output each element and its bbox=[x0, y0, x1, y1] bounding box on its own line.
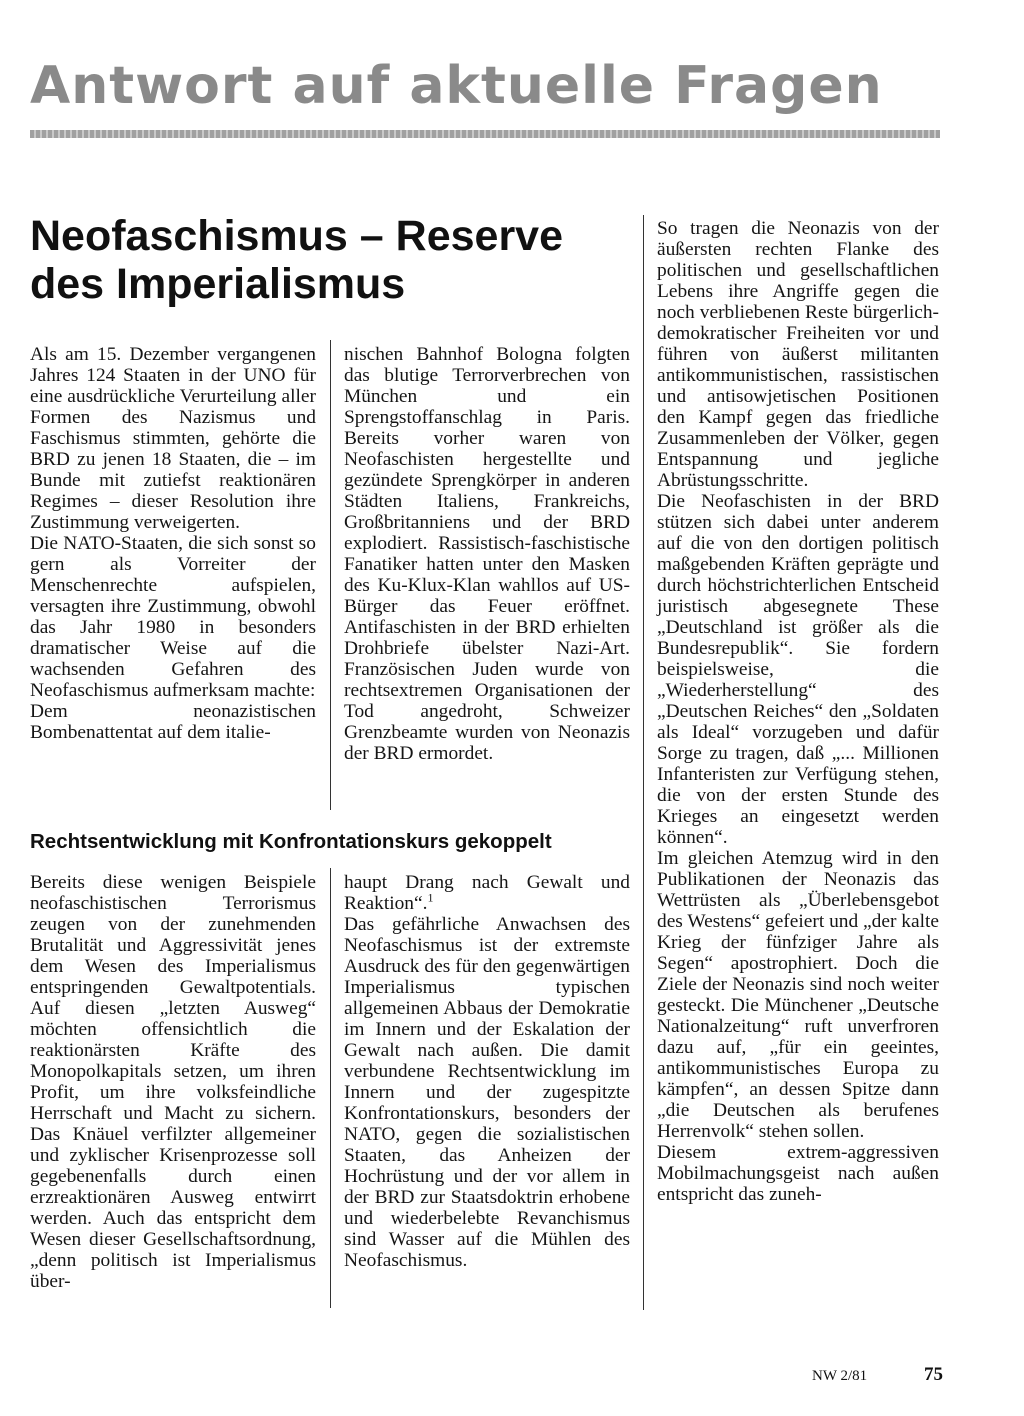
column-divider bbox=[330, 868, 331, 1308]
column-2 bbox=[344, 344, 630, 764]
column-3 bbox=[30, 872, 316, 1292]
column-divider bbox=[643, 215, 644, 1310]
kicker-rule bbox=[30, 130, 940, 138]
paragraph: So tragen die Neonazis von der äußersten rechten Flanke des politischen und gesellschaftlichen Lebens ihre Angriffe gegen die noch verbliebenen Reste bürgerlich-demokratischer Freiheiten vor und führen von äußerst militanten antikommunistischen, rassistischen und antisowjetischen Positionen den Kampf gegen das friedliche Zusammenleben der Völker, gegen Entspannung und jegliche Abrüstungsschritte. bbox=[657, 218, 939, 491]
paragraph: Bereits diese wenigen Beispiele neofaschistischen Terrorismus zeugen von der zunehmenden Brutalität und Aggressivität jenes dem Wesen des Imperialismus entspringenden Gewaltpotentials. Auf diesen „letzten Ausweg“ möchten offensichtlich die reaktionärsten Kräfte des Monopolkapitals setzen, um ihren Profit, um ihre volksfeindliche Herrschaft und Macht zu sichern. Das Knäuel verfilzter allgemeiner und zyklischer Krisenprozesse soll gegebenenfalls durch einen erzreaktionären Ausweg entwirrt werden. Auch das entspricht dem Wesen dieser Gesellschaftsordnung, „denn politisch ist Imperialismus über- bbox=[30, 872, 316, 1292]
footnote-marker: 1 bbox=[427, 890, 434, 905]
page-number: 75 bbox=[924, 1364, 943, 1385]
paragraph: Diesem extrem-aggressiven Mobilmachungsgeist nach außen entspricht das zuneh- bbox=[657, 1142, 939, 1205]
paragraph-text: haupt Drang nach Gewalt und Reaktion“. bbox=[344, 872, 630, 914]
headline-line-1: Neofaschismus – Reserve bbox=[30, 212, 564, 260]
paragraph: Die Neofaschisten in der BRD stützen sich dabei unter anderem auf die von den dortigen politisch maßgebenden Kräften geprägte und durch höchstrichterlichen Entscheid juristisch abgesegnete These „Deutschland ist größer als die Bundesrepublik“. Sie fordern beispielsweise, die „Wiederherstellung“ des „Deutschen Reiches“ den „Soldaten als Ideal“ vorzugeben und dafür Sorge zu tragen, daß „... Millionen Infanteristen zur Verfügung stehen, die von der ersten Stunde des Krieges an eingesetzt werden können“. bbox=[657, 491, 939, 848]
paragraph: Die NATO-Staaten, die sich sonst so gern als Vorreiter der Menschenrechte aufspielen, versagten ihre Zustimmung, obwohl das Jahr 1980 in besonders dramatischer Weise auf die wachsenden Gefahren des Neofaschismus aufmerksam machte: bbox=[30, 533, 316, 701]
column-1 bbox=[30, 344, 316, 743]
paragraph bbox=[344, 872, 630, 914]
paragraph: Dem neonazistischen Bombenattentat auf dem italie- bbox=[30, 701, 316, 743]
paragraph: nischen Bahnhof Bologna folgten das blutige Terrorverbrechen von München und ein Sprengstoffanschlag in Paris. Bereits vorher waren von Neofaschisten hergestellte und gezündete Sprengkörper in anderen Städten Italiens, Frankreichs, Großbritanniens und der BRD explodiert. Rassistisch-faschistische Fanatiker hatten unter den Masken des Ku-Klux-Klan wahllos auf US-Bürger das Feuer eröffnet. Antifaschisten in der BRD erhielten Drohbriefe übelster Nazi-Art. Französischen Juden wurde von rechtsextremen Organisationen der Tod angedroht, Schweizer Grenzbeamte wurden von Neonazis der BRD ermordet. bbox=[344, 344, 630, 764]
headline bbox=[30, 212, 630, 308]
column-4 bbox=[344, 872, 630, 1271]
column-5 bbox=[657, 218, 939, 1205]
headline-line-2: des Imperialismus bbox=[30, 260, 406, 308]
subheading: Rechtsentwicklung mit Konfrontationskurs gekoppelt bbox=[30, 830, 552, 853]
paragraph: Als am 15. Dezember vergangenen Jahres 124 Staaten in der UNO für eine ausdrückliche Verurteilung aller Formen des Nazismus und Faschismus stimmten, gehörte die BRD zu jenen 18 Staaten, die – im Bunde mit zutiefst reaktionären Regimes – dieser Resolution ihre Zustimmung verweigerten. bbox=[30, 344, 316, 533]
column-divider bbox=[330, 340, 331, 810]
paragraph: Im gleichen Atemzug wird in den Publikationen der Neonazis das Wettrüsten als „Überlebensgebot des Westens“ gefeiert und „der kalte Krieg der fünfziger Jahre als Segen“ apostrophiert. Doch die Ziele der Neonazis sind noch weiter gesteckt. Die Münchener „Deutsche Nationalzeitung“ ruft unverfroren dazu auf, „für ein geeintes, antikommunistisches Europa zu kämpfen“, an dessen Spitze dann „die Deutschen als berufenes Herrenvolk“ stehen sollen. bbox=[657, 848, 939, 1142]
paragraph: Das gefährliche Anwachsen des Neofaschismus ist der extremste Ausdruck des für den gegenwärtigen Imperialismus typischen allgemeinen Abbaus der Demokratie im Innern und der Eskalation der Gewalt nach außen. Die damit verbundene Rechtsentwicklung im Innern und der zugespitzte Konfrontationskurs, besonders der NATO, gegen die sozialistischen Staaten, das Anheizen der Hochrüstung und der vor allem in der BRD zur Staatsdoktrin erhobene und wiederbelebte Revanchismus sind Wasser auf die Mühlen des Neofaschismus. bbox=[344, 914, 630, 1271]
section-kicker: Antwort auf aktuelle Fragen bbox=[30, 56, 883, 116]
issue-label: NW 2/81 bbox=[812, 1368, 868, 1384]
